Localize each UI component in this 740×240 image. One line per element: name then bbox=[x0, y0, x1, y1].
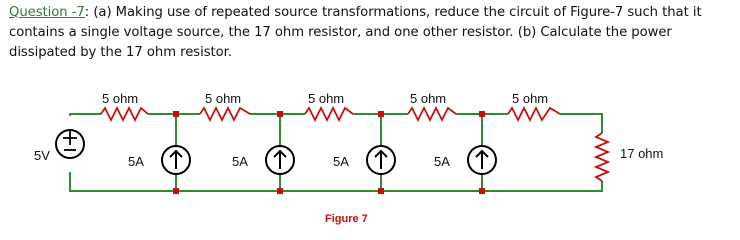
question-label: Question -7 bbox=[9, 5, 85, 20]
nodes bbox=[173, 111, 485, 194]
top-wire-left bbox=[70, 114, 101, 116]
current-source-1-label: 5A bbox=[128, 154, 144, 169]
current-source-4-label: 5A bbox=[434, 154, 450, 169]
resistor-load bbox=[596, 133, 608, 181]
node-top-2 bbox=[277, 111, 283, 117]
node-bottom-2 bbox=[277, 188, 283, 194]
voltage-source-label: 5V bbox=[34, 148, 50, 163]
current-source-2 bbox=[266, 146, 294, 174]
voltage-source bbox=[56, 130, 84, 158]
node-bottom-4 bbox=[479, 188, 485, 194]
current-source-1 bbox=[162, 146, 190, 174]
current-source-3 bbox=[367, 146, 395, 174]
resistor-2-label: 5 ohm bbox=[205, 91, 242, 106]
resistor-3-label: 5 ohm bbox=[308, 91, 345, 106]
top-wire-right bbox=[560, 114, 602, 133]
node-top-4 bbox=[479, 111, 485, 117]
resistor-4-label: 5 ohm bbox=[410, 91, 447, 106]
current-source-2-label: 5A bbox=[232, 154, 248, 169]
load-resistor-label: 17 ohm bbox=[620, 146, 664, 161]
resistor-4 bbox=[408, 108, 456, 120]
resistor-3 bbox=[305, 108, 353, 120]
node-top-1 bbox=[173, 111, 179, 117]
node-top-3 bbox=[378, 111, 384, 117]
wires bbox=[70, 114, 602, 191]
resistor-2 bbox=[200, 108, 250, 120]
resistor-5 bbox=[508, 108, 560, 120]
bottom-wire bbox=[70, 172, 602, 191]
node-bottom-3 bbox=[378, 188, 384, 194]
figure-caption: Figure 7 bbox=[325, 213, 368, 225]
resistor-1 bbox=[101, 108, 148, 120]
node-bottom-1 bbox=[173, 188, 179, 194]
current-source-4 bbox=[468, 146, 496, 174]
current-source-3-label: 5A bbox=[333, 154, 349, 169]
question-body: : (a) Making use of repeated source transformations, reduce the circuit of Figure-7 such that it contains a single voltage source, the 17 ohm resistor, and one other resistor. (b) Calculate the power dissipated by the 17 ohm resistor. bbox=[9, 5, 702, 60]
resistor-5-label: 5 ohm bbox=[512, 91, 549, 106]
resistor-1-label: 5 ohm bbox=[102, 91, 139, 106]
